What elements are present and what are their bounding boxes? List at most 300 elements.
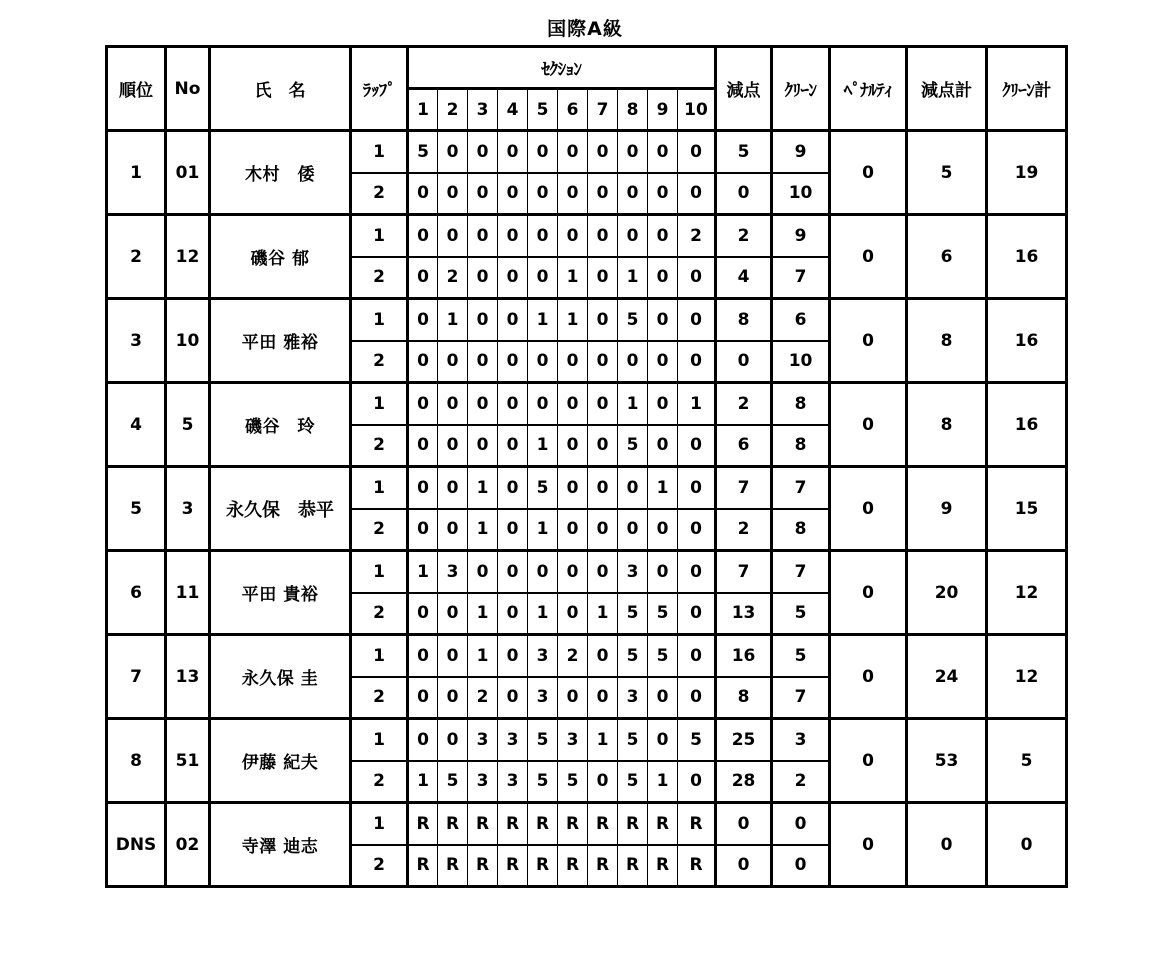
section-score-cell: 0 bbox=[558, 215, 588, 257]
clean-total-cell: 19 bbox=[987, 131, 1067, 215]
lap-clean-cell: 7 bbox=[772, 677, 830, 719]
section-score-cell: 0 bbox=[438, 383, 468, 425]
lap-clean-cell: 7 bbox=[772, 467, 830, 509]
deduction-total-cell: 6 bbox=[907, 215, 987, 299]
lap-deduction-cell: 0 bbox=[716, 803, 772, 845]
rider-name-cell: 永久保 恭平 bbox=[210, 467, 351, 551]
table-row bbox=[107, 635, 1067, 677]
header-deduction: 減点 bbox=[716, 47, 772, 131]
section-score-cell: 0 bbox=[648, 677, 678, 719]
section-score-cell: 0 bbox=[438, 425, 468, 467]
section-score-cell: R bbox=[648, 803, 678, 845]
section-score-cell: 0 bbox=[588, 425, 618, 467]
section-score-cell: 0 bbox=[438, 131, 468, 173]
section-score-cell: 0 bbox=[648, 425, 678, 467]
lap-cell: 1 bbox=[351, 803, 408, 845]
table-row bbox=[107, 719, 1067, 761]
deduction-total-cell: 0 bbox=[907, 803, 987, 887]
header-section-number: 6 bbox=[558, 89, 588, 131]
section-score-cell: 2 bbox=[678, 215, 716, 257]
lap-cell: 1 bbox=[351, 299, 408, 341]
section-score-cell: 1 bbox=[468, 467, 498, 509]
section-score-cell: R bbox=[498, 803, 528, 845]
section-score-cell: 0 bbox=[648, 299, 678, 341]
section-score-cell: 0 bbox=[618, 467, 648, 509]
section-score-cell: 1 bbox=[528, 593, 558, 635]
lap-clean-cell: 5 bbox=[772, 593, 830, 635]
deduction-total-cell: 20 bbox=[907, 551, 987, 635]
section-score-cell: 0 bbox=[408, 215, 438, 257]
table-row bbox=[107, 551, 1067, 593]
lap-clean-cell: 6 bbox=[772, 299, 830, 341]
section-score-cell: 0 bbox=[438, 215, 468, 257]
rank-cell: 1 bbox=[107, 131, 166, 215]
section-score-cell: 3 bbox=[528, 677, 558, 719]
section-score-cell: 0 bbox=[468, 131, 498, 173]
section-score-cell: 0 bbox=[558, 383, 588, 425]
section-score-cell: 0 bbox=[588, 467, 618, 509]
lap-deduction-cell: 7 bbox=[716, 467, 772, 509]
section-score-cell: R bbox=[618, 845, 648, 887]
header-name: 氏 名 bbox=[210, 47, 351, 131]
header-deduction-total: 減点計 bbox=[907, 47, 987, 131]
lap-deduction-cell: 13 bbox=[716, 593, 772, 635]
section-score-cell: 0 bbox=[618, 215, 648, 257]
section-score-cell: 0 bbox=[678, 509, 716, 551]
section-score-cell: 0 bbox=[408, 341, 438, 383]
section-score-cell: 0 bbox=[558, 509, 588, 551]
section-score-cell: 0 bbox=[408, 593, 438, 635]
section-score-cell: 1 bbox=[468, 509, 498, 551]
section-score-cell: 1 bbox=[678, 383, 716, 425]
lap-deduction-cell: 0 bbox=[716, 173, 772, 215]
section-score-cell: 1 bbox=[468, 635, 498, 677]
lap-cell: 2 bbox=[351, 341, 408, 383]
lap-deduction-cell: 25 bbox=[716, 719, 772, 761]
section-score-cell: 0 bbox=[648, 215, 678, 257]
section-score-cell: 0 bbox=[678, 131, 716, 173]
penalty-cell: 0 bbox=[830, 551, 907, 635]
rank-cell: 5 bbox=[107, 467, 166, 551]
header-penalty: ﾍﾟﾅﾙﾃｨ bbox=[830, 47, 907, 131]
number-cell: 13 bbox=[166, 635, 210, 719]
section-score-cell: 0 bbox=[468, 215, 498, 257]
section-score-cell: 5 bbox=[528, 761, 558, 803]
lap-deduction-cell: 5 bbox=[716, 131, 772, 173]
table-row bbox=[107, 299, 1067, 341]
section-score-cell: 1 bbox=[408, 551, 438, 593]
section-score-cell: R bbox=[498, 845, 528, 887]
rider-name-cell: 磯谷 玲 bbox=[210, 383, 351, 467]
section-score-cell: 0 bbox=[468, 341, 498, 383]
section-score-cell: 0 bbox=[498, 173, 528, 215]
rider-name-cell: 伊藤 紀夫 bbox=[210, 719, 351, 803]
rider-name-cell: 永久保 圭 bbox=[210, 635, 351, 719]
section-score-cell: 5 bbox=[678, 719, 716, 761]
lap-cell: 1 bbox=[351, 467, 408, 509]
section-score-cell: 0 bbox=[588, 131, 618, 173]
lap-cell: 2 bbox=[351, 593, 408, 635]
section-score-cell: 0 bbox=[648, 509, 678, 551]
number-cell: 3 bbox=[166, 467, 210, 551]
section-score-cell: 0 bbox=[558, 341, 588, 383]
section-score-cell: 0 bbox=[618, 341, 648, 383]
lap-cell: 2 bbox=[351, 173, 408, 215]
lap-clean-cell: 2 bbox=[772, 761, 830, 803]
section-score-cell: 0 bbox=[438, 509, 468, 551]
table-row bbox=[107, 383, 1067, 425]
section-score-cell: 0 bbox=[438, 677, 468, 719]
section-score-cell: 0 bbox=[408, 719, 438, 761]
section-score-cell: 0 bbox=[498, 257, 528, 299]
section-score-cell: 0 bbox=[558, 677, 588, 719]
section-score-cell: 0 bbox=[528, 341, 558, 383]
section-score-cell: 0 bbox=[468, 299, 498, 341]
lap-cell: 1 bbox=[351, 635, 408, 677]
lap-deduction-cell: 2 bbox=[716, 383, 772, 425]
section-score-cell: 0 bbox=[588, 677, 618, 719]
deduction-total-cell: 8 bbox=[907, 299, 987, 383]
section-score-cell: 0 bbox=[468, 551, 498, 593]
section-score-cell: 0 bbox=[678, 635, 716, 677]
section-score-cell: 0 bbox=[588, 635, 618, 677]
lap-deduction-cell: 16 bbox=[716, 635, 772, 677]
section-score-cell: 2 bbox=[558, 635, 588, 677]
penalty-cell: 0 bbox=[830, 467, 907, 551]
section-score-cell: 0 bbox=[678, 467, 716, 509]
table-row bbox=[107, 215, 1067, 257]
section-score-cell: 2 bbox=[438, 257, 468, 299]
section-score-cell: 0 bbox=[558, 425, 588, 467]
section-score-cell: 0 bbox=[618, 173, 648, 215]
section-score-cell: R bbox=[468, 845, 498, 887]
header-section-number: 10 bbox=[678, 89, 716, 131]
lap-deduction-cell: 6 bbox=[716, 425, 772, 467]
section-score-cell: 0 bbox=[678, 677, 716, 719]
section-score-cell: R bbox=[558, 803, 588, 845]
number-cell: 11 bbox=[166, 551, 210, 635]
section-score-cell: 1 bbox=[648, 761, 678, 803]
section-score-cell: 1 bbox=[558, 257, 588, 299]
rider-name-cell: 平田 貴裕 bbox=[210, 551, 351, 635]
penalty-cell: 0 bbox=[830, 131, 907, 215]
section-score-cell: 0 bbox=[678, 257, 716, 299]
section-score-cell: 1 bbox=[558, 299, 588, 341]
section-score-cell: R bbox=[438, 845, 468, 887]
clean-total-cell: 12 bbox=[987, 551, 1067, 635]
lap-clean-cell: 7 bbox=[772, 257, 830, 299]
section-score-cell: 0 bbox=[438, 719, 468, 761]
penalty-cell: 0 bbox=[830, 299, 907, 383]
section-score-cell: 0 bbox=[528, 173, 558, 215]
section-score-cell: 1 bbox=[408, 761, 438, 803]
section-score-cell: 1 bbox=[618, 383, 648, 425]
section-score-cell: 1 bbox=[438, 299, 468, 341]
section-score-cell: 0 bbox=[468, 425, 498, 467]
section-score-cell: 0 bbox=[678, 551, 716, 593]
section-score-cell: 5 bbox=[648, 593, 678, 635]
lap-cell: 2 bbox=[351, 509, 408, 551]
section-score-cell: 0 bbox=[498, 383, 528, 425]
header-section-number: 5 bbox=[528, 89, 558, 131]
section-score-cell: 0 bbox=[438, 593, 468, 635]
section-score-cell: 0 bbox=[408, 467, 438, 509]
section-score-cell: 5 bbox=[618, 299, 648, 341]
rank-cell: 7 bbox=[107, 635, 166, 719]
number-cell: 12 bbox=[166, 215, 210, 299]
header-section-number: 9 bbox=[648, 89, 678, 131]
section-score-cell: 0 bbox=[648, 173, 678, 215]
deduction-total-cell: 5 bbox=[907, 131, 987, 215]
section-score-cell: R bbox=[528, 845, 558, 887]
lap-deduction-cell: 0 bbox=[716, 341, 772, 383]
section-score-cell: R bbox=[678, 803, 716, 845]
section-score-cell: 0 bbox=[438, 341, 468, 383]
section-score-cell: 5 bbox=[618, 425, 648, 467]
header-section-number: 3 bbox=[468, 89, 498, 131]
section-score-cell: 0 bbox=[498, 425, 528, 467]
header-clean-total: ｸﾘｰﾝ計 bbox=[987, 47, 1067, 131]
section-score-cell: 0 bbox=[438, 467, 468, 509]
header-lap: ﾗｯﾌﾟ bbox=[351, 47, 408, 131]
clean-total-cell: 12 bbox=[987, 635, 1067, 719]
table-row bbox=[107, 467, 1067, 509]
section-score-cell: 5 bbox=[438, 761, 468, 803]
page-title: 国際A級 bbox=[547, 18, 623, 40]
section-score-cell: 3 bbox=[528, 635, 558, 677]
penalty-cell: 0 bbox=[830, 215, 907, 299]
header-section-number: 4 bbox=[498, 89, 528, 131]
section-score-cell: 0 bbox=[528, 131, 558, 173]
section-score-cell: 1 bbox=[528, 509, 558, 551]
rank-cell: DNS bbox=[107, 803, 166, 887]
lap-cell: 1 bbox=[351, 719, 408, 761]
section-score-cell: 0 bbox=[648, 341, 678, 383]
section-score-cell: 5 bbox=[408, 131, 438, 173]
number-cell: 51 bbox=[166, 719, 210, 803]
section-score-cell: R bbox=[678, 845, 716, 887]
section-score-cell: 1 bbox=[528, 299, 558, 341]
section-score-cell: 0 bbox=[498, 509, 528, 551]
rank-cell: 8 bbox=[107, 719, 166, 803]
section-score-cell: 0 bbox=[588, 173, 618, 215]
section-score-cell: 0 bbox=[678, 299, 716, 341]
rider-name-cell: 寺澤 迪志 bbox=[210, 803, 351, 887]
section-score-cell: 0 bbox=[498, 215, 528, 257]
section-score-cell: 0 bbox=[468, 173, 498, 215]
section-score-cell: 0 bbox=[408, 173, 438, 215]
penalty-cell: 0 bbox=[830, 803, 907, 887]
lap-deduction-cell: 8 bbox=[716, 299, 772, 341]
header-section-number: 1 bbox=[408, 89, 438, 131]
results-table bbox=[105, 45, 1068, 888]
lap-deduction-cell: 8 bbox=[716, 677, 772, 719]
section-score-cell: 0 bbox=[648, 131, 678, 173]
section-score-cell: 5 bbox=[528, 467, 558, 509]
section-score-cell: 0 bbox=[678, 761, 716, 803]
section-score-cell: 0 bbox=[528, 551, 558, 593]
section-score-cell: R bbox=[558, 845, 588, 887]
lap-cell: 2 bbox=[351, 257, 408, 299]
rider-name-cell: 木村 倭 bbox=[210, 131, 351, 215]
section-score-cell: 0 bbox=[588, 551, 618, 593]
clean-total-cell: 5 bbox=[987, 719, 1067, 803]
lap-deduction-cell: 0 bbox=[716, 845, 772, 887]
lap-cell: 1 bbox=[351, 551, 408, 593]
section-score-cell: 0 bbox=[408, 425, 438, 467]
section-score-cell: 2 bbox=[468, 677, 498, 719]
section-score-cell: 0 bbox=[528, 215, 558, 257]
section-score-cell: R bbox=[408, 803, 438, 845]
section-score-cell: 0 bbox=[498, 551, 528, 593]
section-score-cell: 0 bbox=[558, 467, 588, 509]
section-score-cell: 0 bbox=[648, 719, 678, 761]
section-score-cell: 0 bbox=[588, 383, 618, 425]
section-score-cell: 0 bbox=[678, 173, 716, 215]
number-cell: 02 bbox=[166, 803, 210, 887]
section-score-cell: 0 bbox=[498, 299, 528, 341]
section-score-cell: R bbox=[648, 845, 678, 887]
lap-clean-cell: 10 bbox=[772, 341, 830, 383]
rider-name-cell: 磯谷 郁 bbox=[210, 215, 351, 299]
section-score-cell: 0 bbox=[438, 173, 468, 215]
section-score-cell: 3 bbox=[498, 719, 528, 761]
section-score-cell: R bbox=[468, 803, 498, 845]
lap-clean-cell: 9 bbox=[772, 215, 830, 257]
section-score-cell: 0 bbox=[498, 593, 528, 635]
lap-clean-cell: 5 bbox=[772, 635, 830, 677]
lap-clean-cell: 0 bbox=[772, 845, 830, 887]
clean-total-cell: 16 bbox=[987, 215, 1067, 299]
lap-cell: 1 bbox=[351, 131, 408, 173]
section-score-cell: 0 bbox=[678, 341, 716, 383]
section-score-cell: 0 bbox=[498, 467, 528, 509]
deduction-total-cell: 8 bbox=[907, 383, 987, 467]
header-clean: ｸﾘｰﾝ bbox=[772, 47, 830, 131]
section-score-cell: R bbox=[528, 803, 558, 845]
rider-name-cell: 平田 雅裕 bbox=[210, 299, 351, 383]
clean-total-cell: 16 bbox=[987, 299, 1067, 383]
number-cell: 01 bbox=[166, 131, 210, 215]
section-score-cell: 5 bbox=[558, 761, 588, 803]
lap-deduction-cell: 7 bbox=[716, 551, 772, 593]
section-score-cell: 0 bbox=[408, 635, 438, 677]
section-score-cell: 0 bbox=[558, 551, 588, 593]
results-body bbox=[107, 131, 1067, 887]
header-rank: 順位 bbox=[107, 47, 166, 131]
lap-cell: 2 bbox=[351, 761, 408, 803]
number-cell: 5 bbox=[166, 383, 210, 467]
section-score-cell: 1 bbox=[618, 257, 648, 299]
section-score-cell: 0 bbox=[528, 257, 558, 299]
section-score-cell: 0 bbox=[408, 299, 438, 341]
section-score-cell: 5 bbox=[648, 635, 678, 677]
section-score-cell: 0 bbox=[648, 551, 678, 593]
header-no: No bbox=[166, 47, 210, 131]
lap-clean-cell: 8 bbox=[772, 383, 830, 425]
deduction-total-cell: 53 bbox=[907, 719, 987, 803]
lap-cell: 2 bbox=[351, 677, 408, 719]
section-score-cell: 5 bbox=[528, 719, 558, 761]
section-score-cell: 0 bbox=[408, 677, 438, 719]
section-score-cell: 0 bbox=[468, 383, 498, 425]
penalty-cell: 0 bbox=[830, 719, 907, 803]
section-score-cell: 0 bbox=[498, 677, 528, 719]
header-section: ｾｸｼｮﾝ bbox=[408, 47, 716, 89]
rank-cell: 6 bbox=[107, 551, 166, 635]
section-score-cell: 0 bbox=[648, 257, 678, 299]
section-score-cell: 0 bbox=[558, 131, 588, 173]
section-score-cell: 3 bbox=[558, 719, 588, 761]
section-score-cell: 0 bbox=[408, 257, 438, 299]
section-score-cell: 1 bbox=[468, 593, 498, 635]
lap-clean-cell: 10 bbox=[772, 173, 830, 215]
section-score-cell: 0 bbox=[588, 299, 618, 341]
lap-deduction-cell: 4 bbox=[716, 257, 772, 299]
section-score-cell: 1 bbox=[648, 467, 678, 509]
lap-clean-cell: 3 bbox=[772, 719, 830, 761]
table-row bbox=[107, 803, 1067, 845]
section-score-cell: 1 bbox=[588, 719, 618, 761]
section-score-cell: 5 bbox=[618, 635, 648, 677]
lap-cell: 1 bbox=[351, 383, 408, 425]
header-section-number: 2 bbox=[438, 89, 468, 131]
section-score-cell: 0 bbox=[498, 341, 528, 383]
section-score-cell: R bbox=[588, 803, 618, 845]
section-score-cell: 0 bbox=[498, 131, 528, 173]
section-score-cell: R bbox=[588, 845, 618, 887]
section-score-cell: 5 bbox=[618, 761, 648, 803]
section-score-cell: 0 bbox=[408, 509, 438, 551]
section-score-cell: 0 bbox=[618, 509, 648, 551]
penalty-cell: 0 bbox=[830, 383, 907, 467]
section-score-cell: 0 bbox=[498, 635, 528, 677]
lap-cell: 1 bbox=[351, 215, 408, 257]
section-score-cell: 0 bbox=[588, 509, 618, 551]
header-section-number: 8 bbox=[618, 89, 648, 131]
section-score-cell: R bbox=[408, 845, 438, 887]
lap-clean-cell: 9 bbox=[772, 131, 830, 173]
lap-deduction-cell: 28 bbox=[716, 761, 772, 803]
section-score-cell: 0 bbox=[588, 215, 618, 257]
section-score-cell: 0 bbox=[528, 383, 558, 425]
section-score-cell: 5 bbox=[618, 593, 648, 635]
section-score-cell: 0 bbox=[678, 593, 716, 635]
section-score-cell: 0 bbox=[468, 257, 498, 299]
section-score-cell: 5 bbox=[618, 719, 648, 761]
number-cell: 10 bbox=[166, 299, 210, 383]
section-score-cell: 3 bbox=[618, 551, 648, 593]
header-section-number: 7 bbox=[588, 89, 618, 131]
section-score-cell: 3 bbox=[468, 719, 498, 761]
rank-cell: 3 bbox=[107, 299, 166, 383]
section-score-cell: R bbox=[438, 803, 468, 845]
lap-clean-cell: 8 bbox=[772, 509, 830, 551]
deduction-total-cell: 24 bbox=[907, 635, 987, 719]
section-score-cell: 0 bbox=[588, 257, 618, 299]
lap-clean-cell: 7 bbox=[772, 551, 830, 593]
table-header bbox=[107, 47, 1067, 131]
clean-total-cell: 16 bbox=[987, 383, 1067, 467]
section-score-cell: 0 bbox=[588, 761, 618, 803]
lap-clean-cell: 0 bbox=[772, 803, 830, 845]
lap-clean-cell: 8 bbox=[772, 425, 830, 467]
section-score-cell: R bbox=[618, 803, 648, 845]
section-score-cell: 0 bbox=[558, 593, 588, 635]
lap-cell: 2 bbox=[351, 425, 408, 467]
clean-total-cell: 0 bbox=[987, 803, 1067, 887]
section-score-cell: 0 bbox=[558, 173, 588, 215]
